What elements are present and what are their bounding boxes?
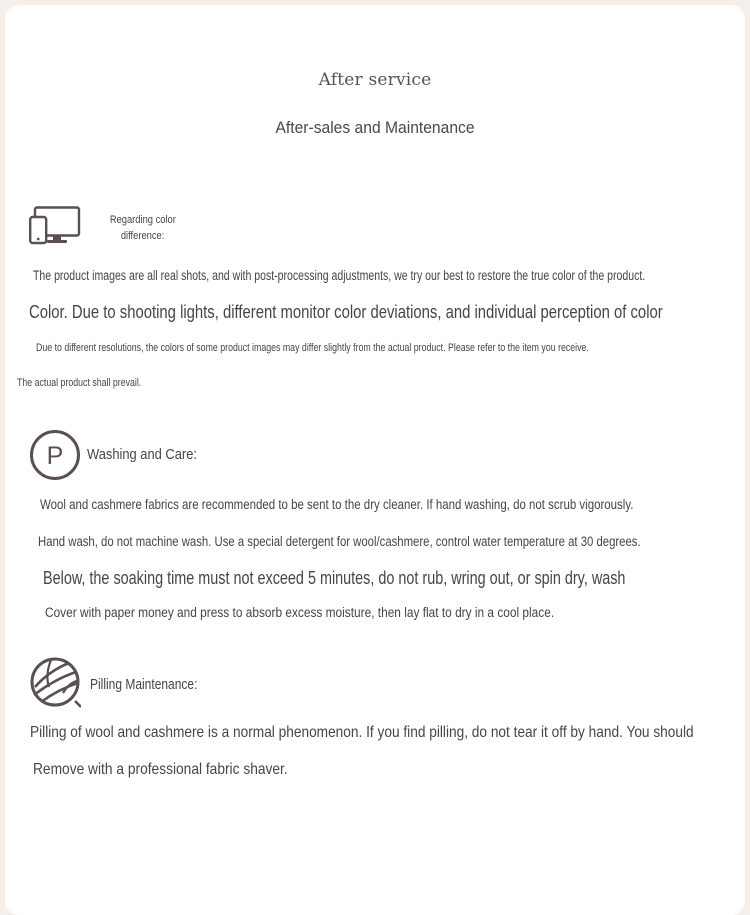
color-heading [104,212,182,244]
page-subtitle: After-sales and Maintenance [275,118,475,137]
pilling-heading: Pilling Maintenance: [90,676,198,693]
color-text-line2: Color. Due to shooting lights, different monitor color deviations, and individual perception of color [29,302,663,322]
color-heading-line2: difference: [121,230,165,242]
washing-text-line2: Hand wash, do not machine wash. Use a special detergent for wool/cashmere, control water temperature at 30 degrees. [38,534,641,549]
washing-text-line4: Cover with paper money and press to absorb excess moisture, then lay flat to dry in a cool place. [45,605,555,620]
color-text-line1: The product images are all real shots, and with post-processing adjustments, we try our best to restore the true color of the product. [33,268,646,283]
washing-text-line1: Wool and cashmere fabrics are recommended to be sent to the dry cleaner. If hand washing, do not scrub vigorously. [40,497,634,512]
yarn-ball-icon [29,657,81,709]
washing-text-line3: Below, the soaking time must not exceed 5 minutes, do not rub, wring out, or spin dry, wash [43,568,626,588]
color-text-line3: Due to different resolutions, the colors of some product images may differ slightly from the actual product. Please refer to the item you receive. [36,342,589,354]
page-title: After service [318,70,432,90]
dry-clean-p-icon [29,429,81,481]
washing-heading: Washing and Care: [87,446,197,463]
dry-clean-letter: P [46,442,64,470]
pilling-text-line2: Remove with a professional fabric shaver. [33,761,288,778]
pilling-text-line1: Pilling of wool and cashmere is a normal phenomenon. If you find pilling, do not tear it off by hand. You should [30,724,694,741]
devices-icon [29,206,81,246]
color-text-line4: The actual product shall prevail. [17,377,142,389]
color-heading-line1: Regarding color [109,214,177,226]
